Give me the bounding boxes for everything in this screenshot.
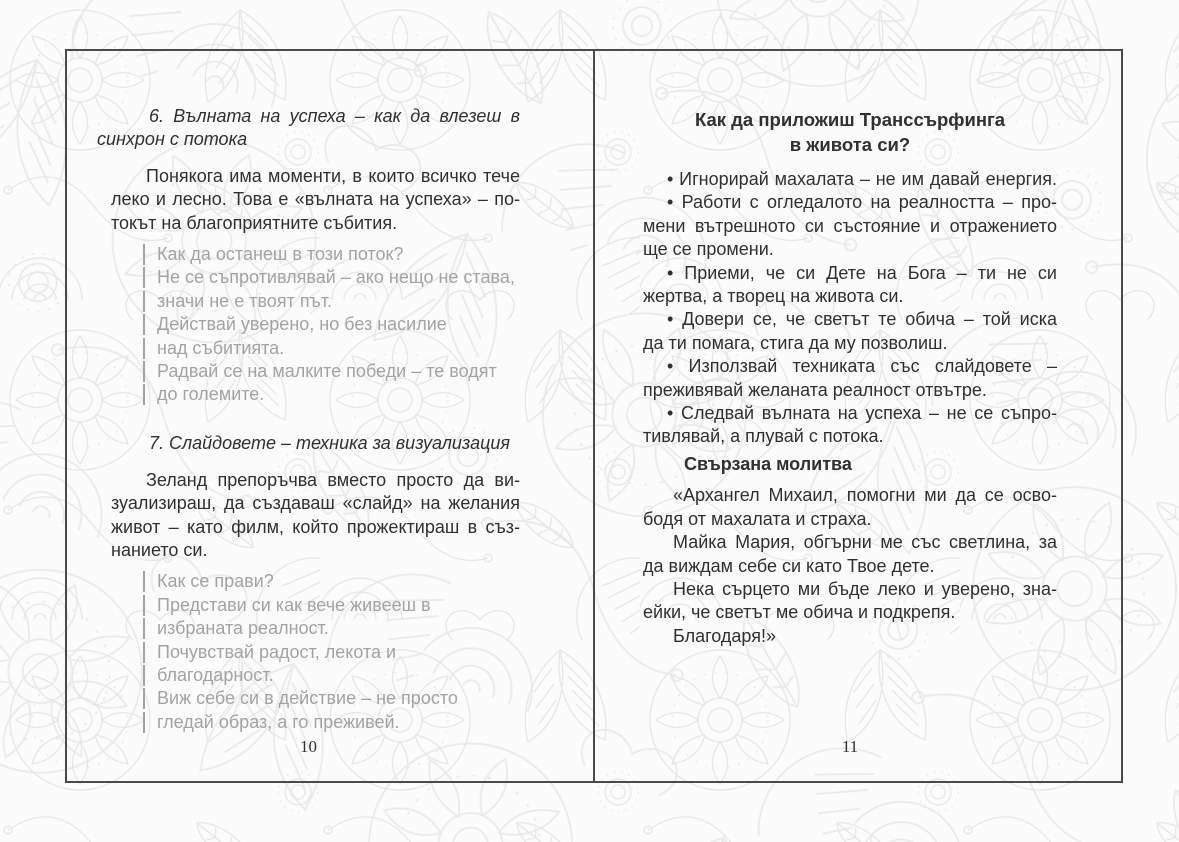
text-line: Свързана молитва xyxy=(684,453,852,474)
heading-italic xyxy=(97,105,520,152)
book-spread-frame xyxy=(65,49,1123,783)
text-line: Как да приложиш Транссърфинга xyxy=(694,109,1006,130)
para xyxy=(111,469,520,563)
prayer xyxy=(643,625,1057,648)
text-line: Нека сърцето ми бъде леко и уверено, зна- xyxy=(673,578,1057,599)
subheading-bold xyxy=(684,453,1057,476)
text-line: до големите. xyxy=(143,384,520,405)
text-line: Радвай се на малките победи – те водят xyxy=(143,361,520,382)
text-line: синхрон с потока xyxy=(97,129,248,150)
text-line: 6. Вълната на успеха – как да влезеш в xyxy=(149,106,520,126)
page-divider xyxy=(593,51,595,781)
text-line: тивлявай, а плувай с потока. xyxy=(643,426,884,447)
text-line: • Приеми, че си Дете на Бога – ти не си xyxy=(667,262,1057,283)
heading-italic xyxy=(97,432,520,455)
text-line: значи не е твоят път. xyxy=(143,291,520,312)
text-line: токът на благоприятните събития. xyxy=(111,212,398,233)
text-line: леко и лесно. Това е «вълната на успеха» – по- xyxy=(111,189,520,210)
page-right-content xyxy=(643,51,1057,837)
para xyxy=(111,165,520,235)
text-line: в живота си? xyxy=(789,134,911,155)
text-line: нанието си. xyxy=(111,540,208,560)
text-line: Как да останеш в този поток? xyxy=(143,244,520,265)
text-line: • Игнорирай махалата – не им давай енергия. xyxy=(667,169,1057,189)
bullet xyxy=(643,191,1057,261)
text-line: благодарност. xyxy=(143,665,520,686)
text-line: избраната реалност. xyxy=(143,618,520,639)
page-number-left: 10 xyxy=(300,737,317,756)
prayer xyxy=(643,484,1057,531)
text-line: зуализираш, да създаваш «слайд» на желания xyxy=(111,493,520,514)
text-line: Почувствай радост, лекота и xyxy=(143,642,520,663)
text-line: преживявай желаната реалност отвътре. xyxy=(643,379,987,400)
quote xyxy=(143,571,520,732)
text-line: да виждам себе си като Твое дете. xyxy=(643,555,935,576)
text-line: жертва, а творец на живота си. xyxy=(643,286,904,307)
text-line: живот – като филм, който прожектираш в съз- xyxy=(111,516,520,537)
quote xyxy=(143,244,520,405)
text-line: Представи си как вече живееш в xyxy=(143,595,520,616)
text-line: «Архангел Михаил, помогни ми да се осво- xyxy=(673,485,1057,506)
text-line: Как се прави? xyxy=(143,571,520,592)
text-line: ейки, че светът ме обича и подкрепя. xyxy=(643,602,956,623)
text-line: Действай уверено, но без насилие xyxy=(143,314,520,335)
text-line: ще се промени. xyxy=(643,239,774,260)
text-line: да ти помага, стига да му позволиш. xyxy=(643,332,948,353)
text-line: над събитията. xyxy=(143,338,520,359)
text-line: Благодаря!» xyxy=(673,625,776,646)
heading-bold-center xyxy=(643,107,1057,157)
page-number-right: 11 xyxy=(841,737,859,756)
bullet xyxy=(643,308,1057,355)
bullet xyxy=(643,262,1057,309)
text-line: Понякога има моменти, в които всичко тече xyxy=(146,165,520,186)
bullet xyxy=(643,402,1057,449)
text-line: Майка Мария, обгърни ме със светлина, за xyxy=(673,532,1057,553)
text-line: Зеланд препоръчва вместо просто да ви- xyxy=(146,469,520,490)
prayer xyxy=(643,578,1057,625)
text-line: мени вътрешното си състояние и отражението xyxy=(643,215,1057,236)
text-line: бодя от махалата и страха. xyxy=(643,508,872,529)
bullet xyxy=(643,355,1057,402)
text-line: Не се съпротивлявай – ако нещо не става, xyxy=(143,267,520,288)
text-line: 7. Слайдовете – техника за визуализация xyxy=(149,433,511,454)
page-left-content xyxy=(97,51,520,835)
text-line: Виж себе си в действие – не просто xyxy=(143,688,520,709)
text-line: • Работи с огледалото на реалността – про- xyxy=(667,192,1057,213)
text-line: • Довери се, че светът те обича – той иска xyxy=(667,309,1057,330)
text-line: гледай образ, а го преживей. xyxy=(143,712,520,733)
text-line: • Следвай вълната на успеха – не се съпро- xyxy=(667,403,1057,424)
text-line: • Използвай техниката със слайдовете – xyxy=(667,356,1057,377)
prayer xyxy=(643,531,1057,578)
bullet xyxy=(643,168,1057,191)
